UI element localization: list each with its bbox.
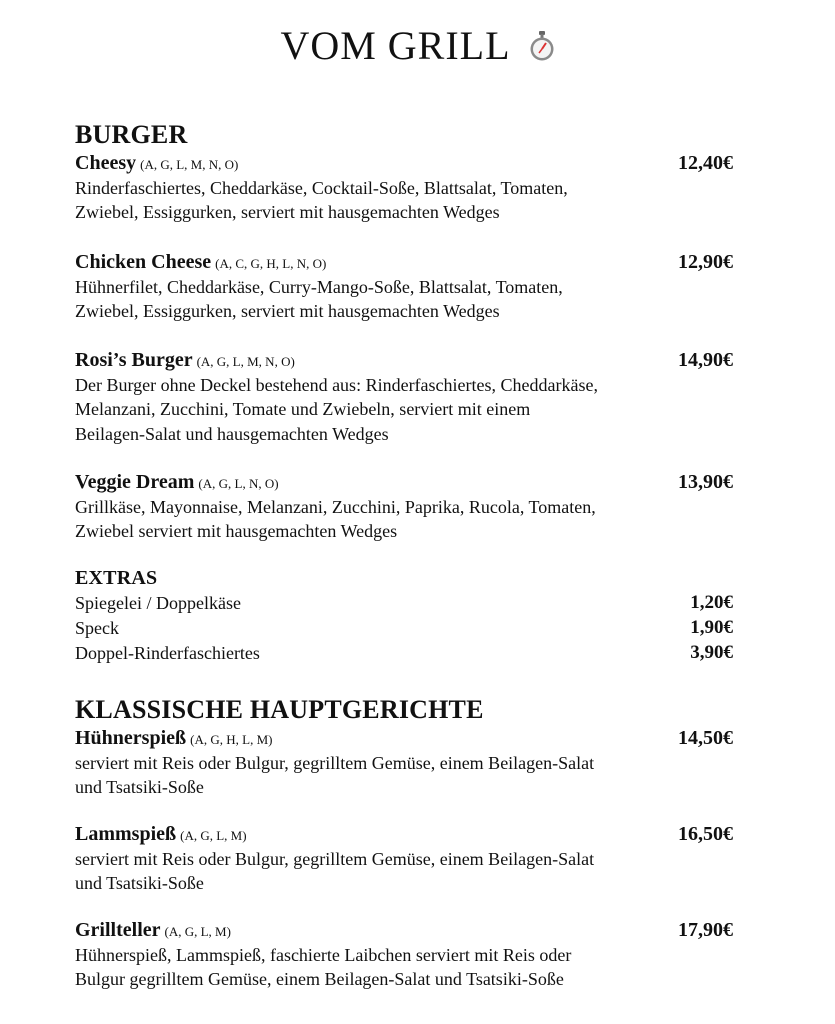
item-price: 14,90€ [678,349,733,371]
page-title-text: VOM GRILL [280,23,511,68]
item-description: Beilagen-Salat und hausgemachten Wedges [75,423,389,444]
item-name: Lammspieß [75,823,177,845]
menu-item [75,726,733,800]
extra-name: Doppel-Rinderfaschiertes [75,643,260,663]
item-name: Hühnerspieß [75,727,187,749]
item-name: Veggie Dream [75,471,195,493]
item-name: Grillteller [75,919,161,941]
item-description: Grillkäse, Mayonnaise, Melanzani, Zucchini, Paprika, Rucola, Tomaten, [75,496,596,517]
item-price: 14,50€ [678,727,733,749]
item-allergens: (A, C, G, H, L, N, O) [215,256,327,271]
item-description: Zwiebel, Essiggurken, serviert mit hausgemachten Wedges [75,301,500,321]
section-heading-burger: BURGER [75,120,188,149]
item-name: Rosi’s Burger [75,349,193,371]
page-title [0,22,835,69]
item-name: Cheesy [75,152,137,174]
stopwatch-icon [529,24,555,54]
item-price: 13,90€ [678,471,733,493]
section-heading-klassische-hauptgerichte: KLASSISCHE HAUPTGERICHTE [75,695,484,724]
item-price: 12,90€ [678,251,733,273]
menu-item [75,151,733,225]
item-allergens: (A, G, L, N, O) [198,476,279,491]
item-description: Hühnerfilet, Cheddarkäse, Curry-Mango-Soße, Blattsalat, Tomaten, [75,276,563,297]
item-description: Melanzani, Zucchini, Tomate und Zwiebeln, serviert mit einem [75,399,531,419]
item-description: und Tsatsiki-Soße [75,873,204,893]
extra-name: Spiegelei / Doppelkäse [75,593,241,613]
item-description: Zwiebel serviert mit hausgemachten Wedges [75,521,398,541]
item-description: serviert mit Reis oder Bulgur, gegrilltem Gemüse, einem Beilagen-Salat [75,848,595,869]
section-heading-extras: EXTRAS [75,567,158,589]
menu-item [75,822,733,896]
item-price: 17,90€ [678,919,733,941]
item-description: Der Burger ohne Deckel bestehend aus: Rinderfaschiertes, Cheddarkäse, [75,374,598,395]
extra-item [75,641,733,666]
item-description: Bulgur gegrilltem Gemüse, einem Beilagen-Salat und Tsatsiki-Soße [75,969,564,989]
item-allergens: (A, G, H, L, M) [190,732,273,747]
extra-item [75,616,733,642]
item-allergens: (A, G, L, M, N, O) [140,157,239,172]
extra-item [75,591,733,616]
extra-name: Speck [75,617,119,638]
extra-price: 1,20€ [690,592,733,613]
item-allergens: (A, G, L, M, N, O) [196,354,295,369]
item-description: serviert mit Reis oder Bulgur, gegrilltem Gemüse, einem Beilagen-Salat [75,752,595,773]
menu-item [75,348,733,446]
item-description: Zwiebel, Essiggurken, serviert mit hausgemachten Wedges [75,202,500,222]
menu-item [75,250,733,324]
item-description: und Tsatsiki-Soße [75,777,204,797]
item-price: 16,50€ [678,823,733,845]
menu-item [75,470,733,544]
item-description: Rinderfaschiertes, Cheddarkäse, Cocktail-Soße, Blattsalat, Tomaten, [75,177,568,198]
extra-price: 3,90€ [690,642,733,663]
item-description: Hühnerspieß, Lammspieß, faschierte Laibchen serviert mit Reis oder [75,944,572,965]
extras-list [75,591,733,666]
item-price: 12,40€ [678,152,733,174]
item-allergens: (A, G, L, M) [164,924,231,939]
item-name: Chicken Cheese [75,251,212,273]
menu-item [75,918,733,992]
extra-price: 1,90€ [690,616,733,638]
item-allergens: (A, G, L, M) [180,828,247,843]
